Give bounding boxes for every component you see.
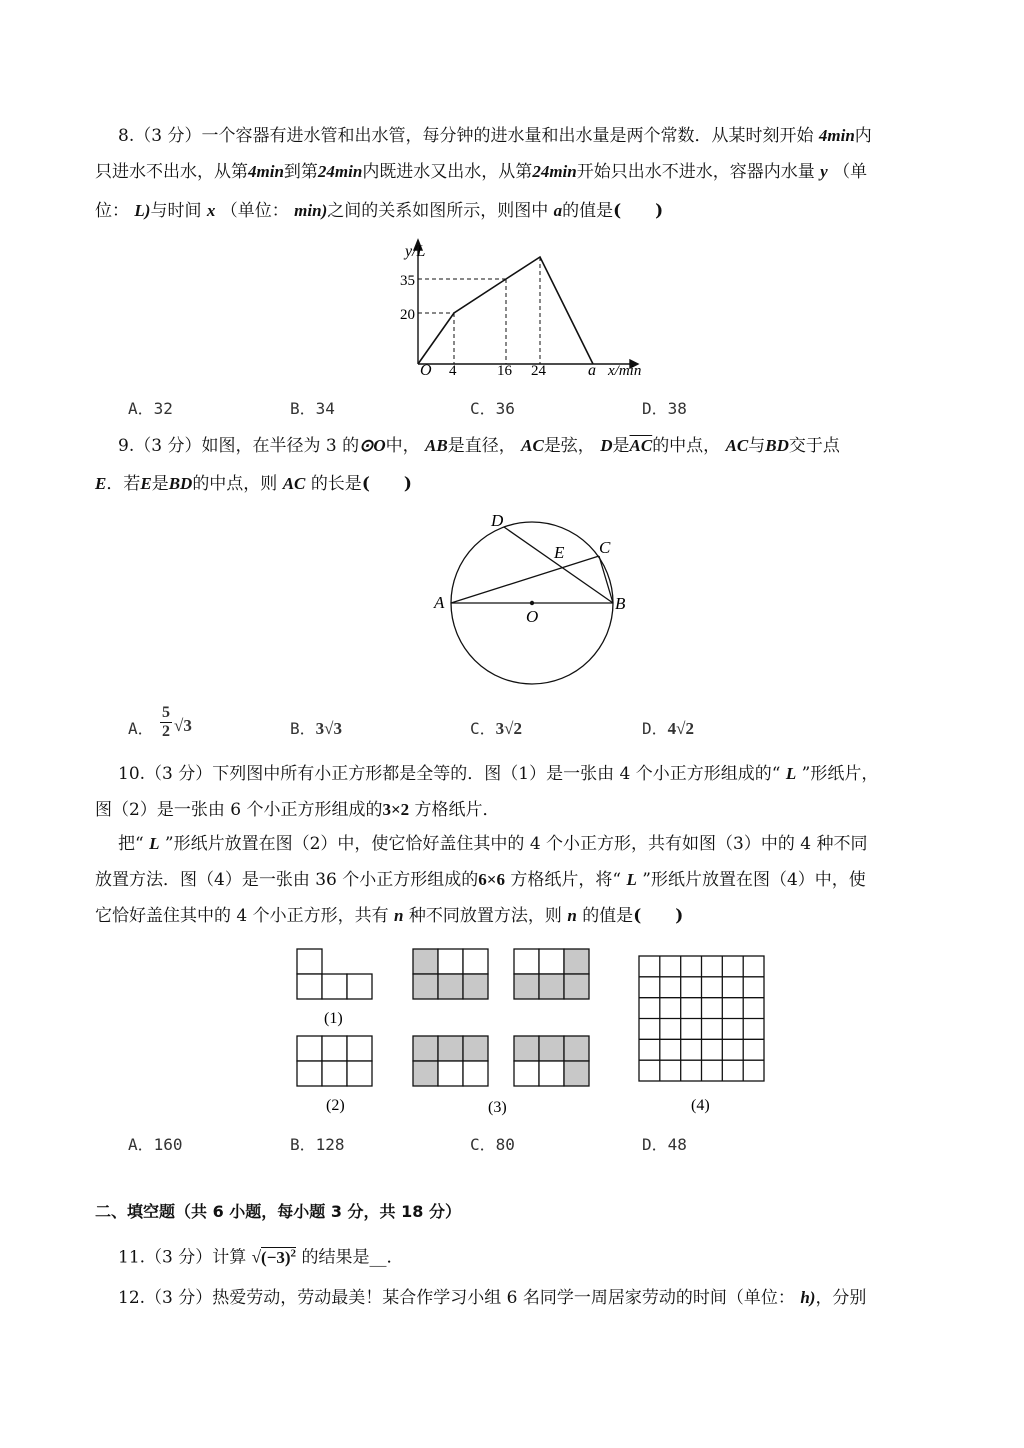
q10-option-d[interactable]: D．48 [642, 1135, 687, 1154]
q9-AC: AC [521, 436, 544, 455]
q10-text: 下列图中所有小正方形都是全等的．图（1）是一张由 4 个小正方形组成的“ [212, 764, 781, 784]
q10-line-5 [95, 904, 925, 928]
q8-score: （3 分） [134, 126, 202, 146]
center-dot [530, 601, 534, 605]
q9-text: 的中点， [652, 436, 721, 456]
q9-text: 是直径， [447, 436, 516, 456]
q9-BD: BD [168, 474, 193, 493]
q9-option-a-label: A． [128, 719, 154, 738]
q9-text: 交于点 [788, 436, 840, 456]
q8-number: 8. [118, 126, 135, 146]
q10-text: 图（2）是一张由 6 个小正方形组成的 [95, 800, 383, 820]
q9-text: 的长是 [310, 474, 362, 494]
figure-3-placement-1 [413, 949, 488, 999]
q10-answer-paren: ( ) [633, 906, 684, 926]
fraction-denominator: 2 [162, 723, 170, 740]
q10-line-1 [118, 762, 948, 786]
xtick-4: 4 [449, 363, 457, 379]
chord-BD [504, 527, 613, 603]
q9-option-d[interactable] [642, 716, 694, 739]
q8-text: （单 [833, 162, 868, 182]
q9-arc-AC: $\overline{AC}$ [629, 436, 653, 455]
figure-3-placement-3 [413, 1036, 488, 1086]
q11-radicand: (−3) [261, 1247, 291, 1267]
origin-label: O [420, 362, 432, 379]
q8-math-4min: 4min [818, 126, 855, 145]
q11-radical: $√(-3)^2$ [251, 1247, 297, 1267]
q10-line-4 [95, 868, 925, 892]
q9-circle-figure [428, 510, 638, 690]
q9-option-c-value: 3√2 [495, 719, 522, 738]
fraction-numerator: 5 [162, 704, 170, 721]
q9-option-d-label: D． [642, 719, 668, 738]
q9-BD: BD [765, 436, 789, 455]
q8-answer-paren: ( ) [613, 201, 664, 221]
q9-line-2 [95, 472, 925, 496]
q9-text: 与 [748, 436, 766, 456]
q8-option-c[interactable]: C．36 [470, 399, 515, 418]
q10-text: ”形纸片放置在图（4）中，使 [642, 870, 866, 890]
q8-text: 内 [854, 126, 872, 146]
q10-text: 方格纸片，将“ [510, 870, 622, 890]
q9-option-b-value: 3√3 [315, 719, 342, 738]
q8-unit-min: min) [294, 201, 328, 220]
label-A: A [434, 593, 445, 612]
q10-L: L [626, 870, 637, 889]
q9-E: E [95, 474, 107, 493]
q10-size-3x2: 3×2 [382, 800, 410, 819]
q11-number: 11. [118, 1247, 146, 1268]
segment-BC [599, 556, 613, 603]
q10-size-6x6: 6×6 [478, 870, 505, 889]
q9-text: ．若 [106, 474, 141, 494]
figure-3-placement-2 [514, 949, 589, 999]
q9-text: 如图，在半径为 3 的 [201, 436, 360, 456]
ytick-20: 20 [400, 307, 415, 323]
q8-text: 开始只出水不进水，容器内水量 [576, 162, 815, 182]
caption-3: (3) [488, 1099, 507, 1116]
q10-line-3 [118, 832, 948, 856]
q8-text: 与时间 [150, 201, 202, 221]
q8-math-24min: 24min [532, 162, 577, 181]
q10-var-n: n [567, 906, 577, 925]
q8-text: 内既进水又出水，从第 [362, 162, 533, 182]
q8-var-y: y [820, 162, 828, 181]
q11-text: 的结果是__． [301, 1247, 404, 1268]
q12-number: 12. [118, 1288, 146, 1308]
q8-var-a: a [553, 201, 563, 220]
q9-text: 是弦， [543, 436, 595, 456]
q8-line-1 [118, 124, 948, 148]
q8-graph [400, 236, 660, 382]
q10-text: ”形纸片放置在图（2）中，使它恰好盖住其中的 4 个小正方形，共有如图（3）中的 4 种不同 [164, 834, 868, 854]
q8-math-24min: 24min [317, 162, 363, 181]
q8-option-d[interactable]: D．38 [642, 399, 687, 418]
q10-text: 方格纸片． [414, 800, 500, 820]
q9-text: 中， [385, 436, 420, 456]
q9-AC: AC [282, 474, 306, 493]
q8-option-a[interactable]: A．32 [128, 399, 173, 418]
caption-4: (4) [691, 1097, 710, 1114]
q11-line [118, 1240, 948, 1271]
q10-option-a[interactable]: A．160 [128, 1135, 183, 1154]
q10-number: 10. [118, 764, 146, 784]
q9-option-c[interactable] [470, 716, 522, 739]
q12-score: （3 分） [145, 1288, 213, 1308]
q8-option-b[interactable]: B．34 [290, 399, 335, 418]
q10-var-n: n [394, 906, 404, 925]
label-E: E [554, 543, 565, 562]
q10-option-b[interactable]: B．128 [290, 1135, 345, 1154]
q10-line-2 [95, 798, 925, 822]
q10-text: 把“ [118, 834, 144, 854]
q10-L: L [149, 834, 160, 853]
y-axis-label: y/L [405, 243, 426, 260]
q8-text: （单位： [220, 201, 289, 221]
figure-2-grid [297, 1036, 372, 1086]
figure-1-L-shape [297, 949, 372, 999]
q9-option-a-radical: √3 [174, 716, 192, 735]
q11-exponent: 2 [290, 1247, 297, 1259]
q8-text: 只进水不出水，从第 [95, 162, 248, 182]
q9-option-a[interactable] [128, 704, 192, 740]
q9-option-b[interactable] [290, 716, 342, 739]
q9-option-d-value: 4√2 [667, 719, 694, 738]
q9-text: 是 [612, 436, 630, 456]
caption-2: (2) [326, 1097, 345, 1114]
q9-option-b-label: B． [290, 719, 316, 738]
q10-option-c[interactable]: C．80 [470, 1135, 515, 1154]
label-O: O [526, 607, 539, 626]
q9-option-c-label: C． [470, 719, 496, 738]
ytick-35: 35 [400, 273, 415, 289]
xtick-24: 24 [531, 363, 546, 379]
q10-score: （3 分） [145, 764, 213, 784]
section-2-title: 二、填空题（共 6 小题，每小题 3 分，共 18 分） [95, 1202, 461, 1221]
q8-var-x: x [206, 201, 216, 220]
q8-text: 的值是 [562, 201, 614, 221]
label-C: C [599, 538, 611, 557]
q10-text: 种不同放置方法，则 [408, 906, 562, 926]
xtick-16: 16 [497, 363, 512, 379]
q10-figures [290, 944, 780, 1122]
label-D: D [491, 511, 504, 530]
q10-text: ”形纸片， [801, 764, 879, 784]
q12-unit-h: h) [800, 1288, 816, 1307]
q12-text: ，分别 [815, 1288, 867, 1308]
q10-text: 它恰好盖住其中的 4 个小正方形，共有 [95, 906, 389, 926]
q8-text: 到第 [283, 162, 318, 182]
q10-text: 放置方法．图（4）是一张由 36 个小正方形组成的 [95, 870, 479, 890]
q11-text: 计算 [212, 1247, 247, 1268]
q9-answer-paren: ( ) [361, 474, 412, 494]
q8-math-4min: 4min [248, 162, 284, 181]
figure-3-placement-4 [514, 1036, 589, 1086]
chord-AC [451, 556, 599, 603]
q9-AB: AB [425, 436, 448, 455]
q12-text: 热爱劳动，劳动最美！某合作学习小组 6 名同学一周居家劳动的时间（单位： [212, 1288, 795, 1308]
x-axis-label: x/min [608, 363, 642, 379]
q8-text: 位： [95, 201, 129, 221]
q9-option-a-fraction [160, 704, 172, 741]
q9-circle-O: ⊙O [359, 436, 386, 455]
figure-4-grid [639, 956, 764, 1081]
q8-line-3 [95, 199, 925, 223]
q9-D: D [600, 436, 613, 455]
q11-score: （3 分） [145, 1247, 213, 1268]
q8-unit-L: L) [134, 201, 151, 220]
q9-line-1 [118, 434, 948, 458]
q8-line-2 [95, 160, 925, 184]
q8-text: 一个容器有进水管和出水管，每分钟的进水量和出水量是两个常数．从某时刻开始 [201, 126, 814, 146]
q12-line [118, 1286, 948, 1310]
q9-text: 的中点，则 [192, 474, 278, 494]
q8-text: 之间的关系如图所示，则图中 [327, 201, 549, 221]
label-B: B [615, 594, 626, 613]
xtick-a: a [588, 362, 596, 379]
q9-number: 9. [118, 436, 135, 456]
q9-AC: AC [725, 436, 749, 455]
q10-text: 的值是 [582, 906, 634, 926]
q9-score: （3 分） [134, 436, 202, 456]
caption-1: (1) [324, 1010, 343, 1027]
q9-E: E [140, 474, 152, 493]
q9-text: 是 [151, 474, 169, 494]
q10-L: L [785, 764, 797, 783]
